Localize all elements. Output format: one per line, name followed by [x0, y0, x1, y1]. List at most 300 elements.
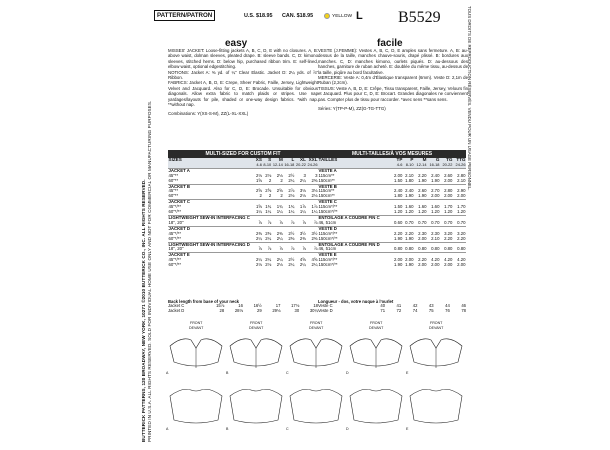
devant-label: DEVANT	[249, 326, 264, 330]
table-cell: ⅞	[290, 246, 295, 252]
size-code: L	[356, 10, 363, 22]
table-cell: ⅞	[279, 246, 283, 252]
row-label: VESTE A	[318, 168, 392, 173]
table-cell: 2⅛	[299, 193, 306, 199]
table-cell: 1¾	[265, 204, 272, 210]
table-cell: 2⅜	[265, 230, 272, 236]
table-cell: 1.90	[394, 235, 403, 241]
table-cell: 75	[428, 307, 434, 313]
front-label: FRONT	[370, 321, 383, 325]
french-description	[318, 48, 468, 111]
table-cell: 2.10	[457, 177, 466, 183]
table-cell: ⅞	[267, 246, 272, 252]
table-cell: 1.90	[394, 262, 403, 268]
table-cell: 4-6	[392, 163, 403, 168]
row-label: 45"*/**	[168, 230, 182, 236]
table-cell: 2.00	[418, 235, 427, 241]
row-label: 45"**	[168, 188, 179, 194]
table-cell: 1.90	[431, 177, 440, 183]
row-label: 150cm**	[318, 193, 335, 199]
table-cell: 0.70	[418, 219, 427, 225]
table-cell: 3⅛	[299, 188, 306, 194]
yardage-table-french	[318, 158, 466, 268]
pattern-number: B5529	[398, 9, 441, 26]
table-cell: 0.70	[431, 219, 440, 225]
table-cell: 1¼	[311, 209, 318, 215]
mercerie-text: MERCERIE: Veste A: 0,4m d'Élastique transparent (6mm). Veste D: 2,1m de Ruban (2,2cm).	[318, 75, 468, 86]
table-cell: 2.20	[444, 235, 453, 241]
table-cell: 42	[412, 303, 418, 308]
table-cell: ⅞	[279, 219, 283, 225]
fabrics-text: FABRICS: Jacket A, B, D, E: Crepe, Sheer Fabric, Faille, Jersey, Lightweight Velvet and Jacquard. Also for C, D, E: Brocade. Unsuitable for obvious diagonals. Allow extra fabric to match plaids or stripes. Use nap yardages/layouts for pile, shaded or one-way design fabrics. *with nap. **without nap.	[168, 80, 318, 108]
longueur-label: Longueur - dos, votre nuque à l'ourlet	[318, 299, 394, 304]
copyright-line-2: PRINTED IN U.S.A. ALL RIGHTS RESERVED. SOLD FOR INDIVIDUAL HOME USE ONLY AND NOT FOR COMMERCIAL OR MANUFACTURING PURPOSES.	[147, 100, 152, 442]
table-cell: 4.20	[457, 257, 466, 263]
view-letter-bottom: A	[166, 427, 169, 431]
table-cell: ⅞	[290, 219, 295, 225]
row-label: VESTE C	[318, 200, 392, 205]
row-label: 60"*/**	[168, 262, 182, 268]
table-cell: 0.80	[431, 246, 440, 252]
jacket-back-sketch	[230, 389, 282, 423]
yardage-table-english	[168, 158, 318, 268]
table-cell: 18	[313, 303, 318, 308]
table-cell: 2.20	[405, 230, 414, 236]
row-label: JACKET A	[168, 168, 255, 173]
devant-label: DEVANT	[189, 326, 204, 330]
table-cell: 1.50	[394, 177, 403, 183]
row-label: JACKET D	[168, 226, 255, 231]
back-length-row	[168, 309, 318, 314]
yellow-color-dot-icon	[324, 13, 330, 19]
table-cell: 72	[396, 307, 402, 313]
table-cell: 1.20	[418, 209, 427, 215]
table-cell: 17	[275, 303, 281, 308]
table-cell: 2⅝	[276, 188, 283, 194]
row-label: 150cm**	[318, 177, 335, 183]
table-cell: ⅞	[313, 246, 318, 252]
table-cell: 1¼	[265, 209, 272, 215]
table-cell: 2.20	[394, 230, 403, 236]
table-cell: 2⅝	[265, 188, 272, 194]
brand-box: PATTERN/PATRON	[154, 10, 215, 21]
table-cell: 16-18	[284, 161, 295, 167]
table-cell: 2½	[288, 230, 295, 236]
row-label: 60"**	[168, 177, 179, 183]
table-cell: 12-14	[272, 161, 283, 167]
table-cell: 2.00	[394, 257, 403, 263]
table-cell: 3½	[311, 230, 318, 236]
table-cell: 2⅛	[276, 262, 283, 268]
table-cell: 2.10	[405, 172, 414, 178]
view-letter-top: A	[166, 371, 169, 375]
view-letter-top: B	[226, 371, 229, 375]
table-cell: 4⅝	[311, 257, 318, 263]
table-cell: 17⅛	[291, 303, 300, 308]
table-cell: 2.00	[431, 262, 440, 268]
table-cell: 1.90	[405, 193, 414, 199]
table-cell: 1¼	[288, 209, 295, 215]
multi-sized-band: MULTI-SIZED FOR CUSTOM FIT	[168, 150, 318, 158]
copyright-line-1: BUTTERICK PATTERNS, 120 BROADWAY, NEW YORK, 10271 ©2010 BUTTERICK CO., INC. ALL RIGHTS RESERVED.	[141, 179, 146, 442]
table-cell: 28	[219, 307, 225, 313]
table-cell: 12-14	[414, 163, 427, 168]
table-cell: 8-10	[403, 163, 414, 168]
row-label: ENTOILAGE A COUDRE FIN C	[318, 215, 392, 220]
notions-text: NOTIONS: Jacket A: ⅜ yd. of ¼" Clear Elastic. Jacket D: 2¼ yds. of ⅞" Ribbon.	[168, 69, 318, 81]
table-cell: 2.40	[405, 188, 414, 194]
table-cell: 2.30	[418, 230, 427, 236]
table-cell: 2¼	[288, 177, 295, 183]
table-cell: 4-6	[256, 161, 262, 167]
table-cell: 4.20	[444, 257, 453, 263]
table-cell: 2¼	[311, 262, 318, 268]
table-cell: 1.60	[405, 204, 414, 210]
devant-label: DEVANT	[429, 326, 444, 330]
table-cell: 1⅝	[255, 204, 262, 210]
view-letter-bottom: C	[286, 427, 289, 431]
table-cell: 2.00	[394, 172, 403, 178]
table-cell: 2.10	[431, 235, 440, 241]
table-cell: 1.70	[457, 204, 466, 210]
row-label: 45"*/**	[168, 257, 182, 263]
table-cell: 15⅞	[216, 303, 225, 308]
table-cell: 0.70	[444, 219, 453, 225]
veste-description: VESTE (J.FEMME): Vestes A, B, C, D, E amples sans fermeture. A, B: au-dessus de la taille, manches chauve-souris, drapé plissé. B: bordures aux manches. C, D: manches kimono, ourlets piqués. D: au-dessous des hanches, garniture de ruban acheté. E: doublée du même tissu, au-dessus de la taille, piqûre au bord facultative.	[318, 48, 468, 75]
row-label: 115cm**	[318, 172, 335, 178]
jacket-back-sketch	[290, 389, 342, 423]
table-cell: 0.80	[394, 246, 403, 252]
row-label: ENTOILAGE A COUDRE FIN D	[318, 242, 392, 247]
table-cell: 2.30	[431, 230, 440, 236]
table-cell: 78	[461, 307, 466, 313]
table-cell: 2¼	[288, 262, 295, 268]
table-cell: 2.40	[431, 172, 440, 178]
table-row	[318, 263, 466, 268]
row-label: 18", 20"	[168, 246, 184, 252]
table-cell: 20-22	[440, 163, 453, 168]
row-label: Jacket D	[168, 307, 185, 313]
color-label: YELLOW	[332, 14, 352, 19]
row-label: LIGHTWEIGHT SEW-IN INTERFACING C	[168, 215, 255, 220]
jacket-back-sketch	[170, 389, 222, 423]
table-cell: 1⅞	[299, 204, 306, 210]
front-label: FRONT	[430, 321, 443, 325]
english-description	[168, 48, 318, 116]
table-cell: 0.80	[457, 246, 466, 252]
back-length-row	[318, 309, 466, 314]
table-cell: ⅞	[267, 219, 272, 225]
table-cell: 3.20	[457, 230, 466, 236]
table-cell: 1.70	[444, 204, 453, 210]
back-length-english	[168, 299, 318, 314]
back-length-label: Back length from base of your neck	[168, 299, 239, 304]
table-cell: ⅞	[258, 246, 262, 252]
table-cell: 3	[315, 172, 318, 178]
table-cell: 2.00	[431, 193, 440, 199]
table-cell: 1⅞	[311, 204, 318, 210]
row-label: VESTE D	[318, 226, 392, 231]
jacket-back-sketch	[350, 389, 402, 423]
title-easy: easy	[225, 38, 248, 49]
table-cell: 3½	[299, 230, 306, 236]
table-cell: 2½	[288, 257, 295, 263]
table-cell: 29	[257, 307, 262, 313]
table-cell: ⅞	[313, 219, 318, 225]
combinations-text: Combinations: Y(XS-S-M), ZZ(L-XL-XXL)	[168, 111, 249, 117]
table-cell: 2¼	[276, 257, 283, 263]
table-cell: 3	[303, 172, 306, 178]
devant-label: DEVANT	[309, 326, 324, 330]
price-can: CAN. $18.95	[282, 13, 314, 19]
table-cell: XS	[255, 157, 262, 162]
table-cell: ⅞	[302, 219, 306, 225]
table-cell: 71	[380, 307, 386, 313]
table-cell: 2.00	[405, 257, 414, 263]
view-letter-top: D	[346, 371, 349, 375]
table-cell: 2	[280, 193, 283, 199]
table-cell: TP	[392, 158, 403, 163]
table-cell: 2.00	[444, 177, 453, 183]
table-cell: 0.70	[405, 219, 414, 225]
table-cell: 2.70	[431, 188, 440, 194]
table-cell: 2⅜	[311, 177, 318, 183]
table-cell: 1.90	[405, 262, 414, 268]
table-cell: 40	[380, 303, 386, 308]
row-label: 115cm*/**	[318, 230, 338, 236]
table-cell: XXL	[306, 158, 318, 163]
table-cell: G	[427, 158, 440, 163]
table-cell: 2	[268, 177, 272, 183]
table-cell: 8-10	[263, 161, 272, 167]
back-length-table	[168, 304, 318, 314]
row-label: 46, 51cm	[318, 246, 337, 252]
table-cell: M	[414, 158, 427, 163]
table-cell: 1⅝	[255, 177, 262, 183]
table-cell: M	[272, 158, 284, 163]
table-cell: L	[283, 158, 295, 163]
row-label: 150cm*/**	[318, 262, 338, 268]
row-label: 115cm*/**	[318, 257, 338, 263]
table-cell: 1.90	[405, 235, 414, 241]
table-cell: 2¼	[299, 262, 306, 268]
row-label: JACKET B	[168, 184, 255, 189]
table-cell: 1.20	[405, 209, 414, 215]
table-cell: 2¼	[276, 235, 283, 241]
table-cell: XL	[295, 158, 307, 163]
table-cell: TG	[440, 158, 453, 163]
table-cell: 16-18	[427, 163, 440, 168]
table-cell: 1¾	[276, 204, 283, 210]
table-cell: 2⅛	[276, 172, 283, 178]
table-cell: 16	[238, 303, 243, 308]
table-cell: 20-22	[295, 161, 306, 167]
table-cell: 2¼	[299, 177, 306, 183]
devant-label: DEVANT	[369, 326, 384, 330]
table-cell: 2.90	[457, 188, 466, 194]
table-cell: 1¾	[288, 204, 295, 210]
front-label: FRONT	[190, 321, 203, 325]
row-label: 150cm*/**	[318, 209, 338, 215]
row-label: SIZES	[168, 158, 255, 163]
table-cell: 2.00	[418, 262, 427, 268]
table-cell: 2	[280, 177, 283, 183]
view-letter-bottom: B	[226, 427, 229, 431]
row-label: VESTE B	[318, 184, 392, 189]
table-cell: ⅞	[258, 219, 262, 225]
row-label: 45"**	[168, 172, 179, 178]
multi-tailles-band: MULTI-TAILLES/À VOS MESURES	[318, 150, 466, 158]
table-cell: 2.60	[444, 172, 453, 178]
row-label: 45"*/**	[168, 204, 182, 210]
table-cell: 2.20	[418, 172, 427, 178]
table-row	[168, 263, 318, 268]
row-label: Veste D	[318, 307, 333, 313]
table-cell: 2.00	[444, 193, 453, 199]
row-label: 60"*/**	[168, 209, 182, 215]
row-label: Jacket C	[168, 303, 185, 308]
row-label: 150cm*/**	[318, 235, 338, 241]
table-cell: 2¼	[255, 235, 262, 241]
table-cell: 1.20	[431, 209, 440, 215]
table-cell: 4⅝	[299, 257, 306, 263]
table-cell: 1.90	[418, 193, 427, 199]
table-cell: 2½	[288, 172, 295, 178]
front-label: FRONT	[310, 321, 323, 325]
tissus-text: TISSUS: Veste A, B, D, E: Crêpe, Tissu transparent, Faille, Jersey, Velours fin et Jacquard. Plus pour C, D, E: Brocart. Grandes diagonales ne conviennent pas. Compter plus de tissu pour raccorder. *avec sens **sans sens.	[318, 85, 468, 102]
table-cell: 16½	[253, 303, 262, 308]
garment-line-drawings	[168, 318, 466, 443]
table-cell: 1¼	[255, 209, 262, 215]
front-label: FRONT	[250, 321, 263, 325]
table-cell: TTG	[453, 158, 466, 163]
series-text: Séries: Y(TP-P-M), ZZ(G-TG-TTG)	[318, 106, 386, 112]
table-cell: 1.50	[394, 204, 403, 210]
table-cell: 29⅛	[272, 307, 281, 313]
table-cell: 2.00	[444, 262, 453, 268]
jacket-description: MISSES' JACKET: Loose-fitting jackets A, B, C, D, E with no closures. A, B: above waist, dolman sleeves, pleated drape. B: sleeve bands. C, D: kimono sleeves, stitched hems. D: below hip, purchased ribbon trim. E: self-lined, elbow waist, optional edgestitching.	[168, 48, 318, 70]
right-copyright-text: TOUS DROITS DE REPRODUCTION RÉSERVÉS. VENDU POUR UN USAGE PERSONNEL.	[467, 6, 472, 191]
table-cell: 2.40	[394, 188, 403, 194]
table-cell: 2⅛	[255, 262, 262, 268]
table-cell: 74	[412, 307, 418, 313]
table-cell: 43	[428, 303, 434, 308]
table-cell: 46	[461, 303, 466, 308]
row-label: TAILLES	[318, 158, 392, 163]
table-cell: 1.90	[418, 177, 427, 183]
table-cell: S	[262, 158, 271, 163]
table-cell: 1.80	[405, 177, 414, 183]
table-cell: 0.80	[418, 246, 427, 252]
view-letter-top: C	[286, 371, 289, 375]
table-cell: 2⅛	[265, 262, 272, 268]
table-cell: 2⅛	[311, 193, 318, 199]
table-cell: 2.20	[457, 235, 466, 241]
table-cell: 1¼	[276, 209, 283, 215]
table-cell: 30¼	[309, 307, 318, 313]
table-cell: 1.20	[394, 209, 403, 215]
table-cell: 1.20	[444, 209, 453, 215]
view-letter-bottom: D	[346, 427, 349, 431]
row-label: JACKET C	[168, 200, 255, 205]
table-cell: 76	[445, 307, 450, 313]
table-cell: 2¼	[265, 257, 272, 263]
row-label: VESTE E	[318, 253, 392, 258]
table-cell: 2⅛	[265, 172, 272, 178]
table-cell: 2.80	[457, 172, 466, 178]
table-cell: 2¼	[255, 257, 262, 263]
table-cell: 1.20	[457, 209, 466, 215]
table-cell: 0.80	[405, 246, 414, 252]
table-cell: 2⅜	[311, 235, 318, 241]
table-cell: 2¼	[265, 235, 272, 241]
table-cell: 2.00	[457, 262, 466, 268]
table-cell: 2⅛	[288, 193, 295, 199]
table-cell: 3.20	[444, 230, 453, 236]
table-cell: 1.80	[394, 193, 403, 199]
table-cell: 1.60	[418, 204, 427, 210]
longueur-table	[318, 304, 466, 314]
table-cell: 2⅛	[255, 172, 262, 178]
table-cell: 30	[294, 307, 300, 313]
row-label: LIGHTWEIGHT SEW-IN INTERFACING D	[168, 242, 255, 247]
technical-sketches	[168, 318, 466, 443]
price-us: U.S. $18.95	[244, 13, 273, 19]
row-label: 60"**	[168, 193, 179, 199]
table-cell: 4.20	[431, 257, 440, 263]
view-letter-bottom: E	[406, 427, 409, 431]
row-label: 115cm*/**	[318, 204, 338, 210]
view-letter-top: E	[406, 371, 409, 375]
table-cell: 44	[445, 303, 450, 308]
table-cell: 41	[396, 303, 402, 308]
table-cell: 2⅞	[288, 188, 295, 194]
table-cell: 2	[259, 193, 262, 199]
row-label: Veste C	[318, 303, 333, 308]
jacket-back-sketch	[410, 389, 462, 423]
table-cell: 2.20	[418, 257, 427, 263]
table-cell: 2⅜	[299, 235, 306, 241]
table-cell: ⅞	[302, 246, 306, 252]
table-cell: 2⅜	[276, 230, 283, 236]
table-cell: 0.70	[457, 219, 466, 225]
table-cell: 28⅛	[234, 307, 243, 313]
table-cell: 2⅝	[255, 188, 262, 194]
table-cell: 2⅜	[255, 230, 262, 236]
back-length-french	[318, 299, 466, 314]
row-label: 18", 20"	[168, 219, 184, 225]
table-cell: 2.60	[418, 188, 427, 194]
table-cell: 0.60	[394, 219, 403, 225]
table-cell: 2.80	[444, 188, 453, 194]
table-cell: 0.80	[444, 246, 453, 252]
table-cell: 24-26	[453, 163, 466, 168]
row-label: JACKET E	[168, 253, 255, 258]
envelope-header	[154, 10, 454, 24]
table-cell: 3⅛	[311, 188, 318, 194]
table-cell: 2.00	[457, 193, 466, 199]
table-cell: 1¼	[299, 209, 306, 215]
row-label: 46, 51cm	[318, 219, 337, 225]
title-facile: facile	[377, 38, 403, 49]
row-label: 115cm**	[318, 188, 335, 194]
table-cell: 2	[268, 193, 272, 199]
table-cell: 2⅜	[288, 235, 295, 241]
table-cell: 1.60	[431, 204, 440, 210]
table-cell: 24-26	[307, 161, 318, 167]
row-label: 60"*/**	[168, 235, 182, 241]
copyright-strip	[141, 10, 153, 442]
